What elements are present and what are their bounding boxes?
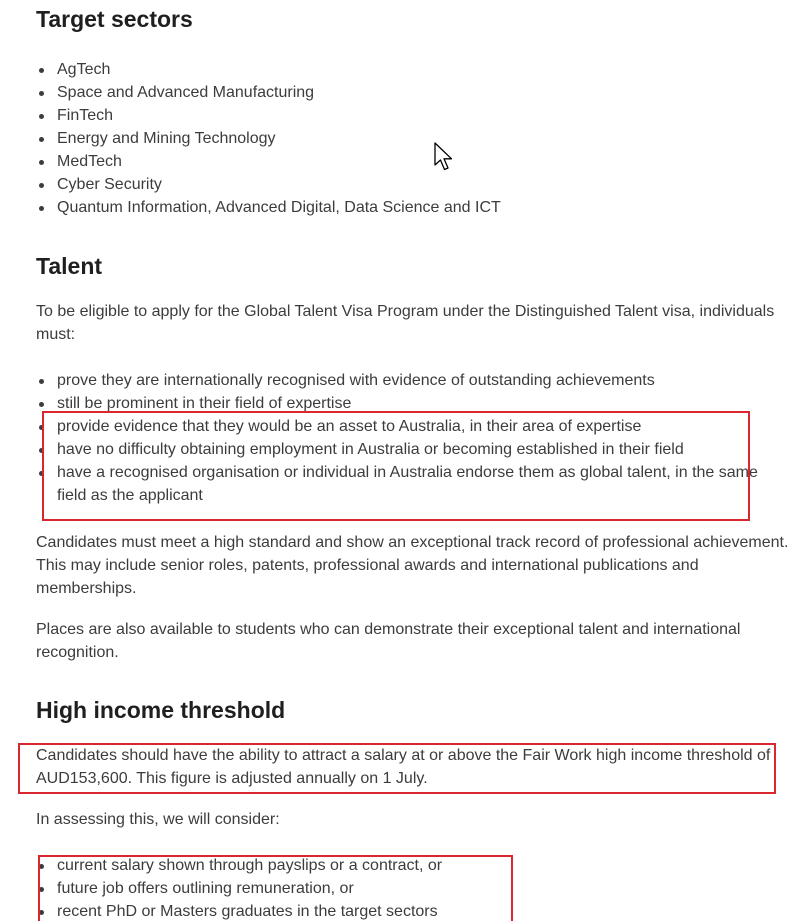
talent-intro-paragraph: To be eligible to apply for the Global Talent Visa Program under the Distinguished Talent visa, individuals must:	[36, 303, 775, 343]
list-item: MedTech	[36, 150, 776, 173]
talent-requirements-list	[36, 369, 791, 507]
list-item: Cyber Security	[36, 173, 776, 196]
list-item: Energy and Mining Technology	[36, 127, 776, 150]
heading-talent: Talent	[36, 253, 103, 279]
mouse-pointer-icon	[434, 142, 454, 172]
list-item: current salary shown through payslips or a contract, or	[36, 854, 776, 877]
list-item: recent PhD or Masters graduates in the target sectors	[36, 900, 776, 923]
list-item: still be prominent in their field of expertise	[36, 392, 791, 415]
heading-target-sectors: Target sectors	[36, 6, 193, 32]
list-item: Quantum Information, Advanced Digital, Data Science and ICT	[36, 196, 776, 219]
list-item: Space and Advanced Manufacturing	[36, 81, 776, 104]
list-item: future job offers outlining remuneration, or	[36, 877, 776, 900]
list-item: have a recognised organisation or individual in Australia endorse them as global talent, in the same field as the applicant	[36, 461, 791, 507]
assessment-criteria-list	[36, 854, 776, 923]
list-item: FinTech	[36, 104, 776, 127]
places-paragraph: Places are also available to students who can demonstrate their exceptional talent and international recognition.	[36, 621, 741, 661]
income-threshold-paragraph: Candidates should have the ability to attract a salary at or above the Fair Work high income threshold of AUD153,600. This figure is adjusted annually on 1 July.	[36, 747, 771, 787]
list-item: have no difficulty obtaining employment in Australia or becoming established in their field	[36, 438, 791, 461]
list-item: provide evidence that they would be an asset to Australia, in their area of expertise	[36, 415, 791, 438]
target-sectors-list	[36, 58, 776, 219]
list-item: AgTech	[36, 58, 776, 81]
assessing-intro-paragraph: In assessing this, we will consider:	[36, 811, 280, 828]
heading-high-income-threshold: High income threshold	[36, 697, 286, 723]
candidates-paragraph: Candidates must meet a high standard and show an exceptional track record of professional achievement. This may include senior roles, patents, professional awards and international publications and memberships.	[36, 534, 789, 597]
list-item: prove they are internationally recognised with evidence of outstanding achievements	[36, 369, 791, 392]
